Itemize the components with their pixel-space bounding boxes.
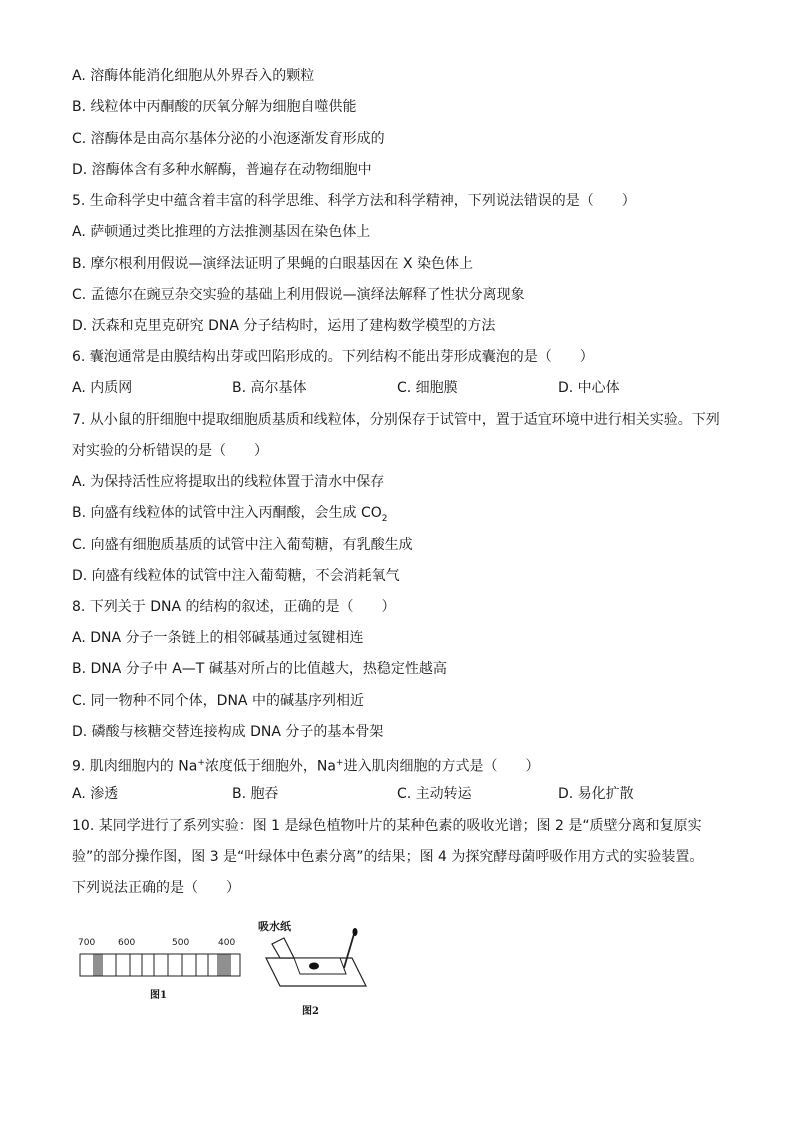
question-9-option-b: B. 胞吞 (232, 786, 279, 802)
option-a-line: A. 溶酶体能消化细胞从外界吞入的颗粒 (72, 68, 315, 84)
figure-2-caption-absorbent-paper: 吸水纸 (258, 920, 291, 933)
question-7-option-a: A. 为保持活性应将提取出的线粒体置于清水中保存 (72, 474, 385, 490)
option-d-line: D. 溶酶体含有多种水解酶，普遍存在动物细胞中 (72, 162, 372, 178)
question-9-options (72, 784, 734, 804)
question-5-option-a: A. 萨顿通过类比推理的方法推测基因在染色体上 (72, 224, 371, 240)
question-7-option-d: D. 向盛有线粒体的试管中注入葡萄糖，不会消耗氧气 (72, 568, 400, 584)
question-9-stem (72, 753, 734, 777)
question-6-stem: 6. 囊泡通常是由膜结构出芽或凹陷形成的。下列结构不能出芽形成囊泡的是（ ） (72, 349, 594, 365)
fig1-tick-600: 600 (118, 938, 136, 948)
figure-2 (258, 918, 373, 1018)
question-5-option-c: C. 孟德尔在豌豆杂交实验的基础上利用假说—演绎法解释了性状分离现象 (72, 287, 525, 303)
question-5-option-b: B. 摩尔根利用假说—演绎法证明了果蝇的白眼基因在 X 染色体上 (72, 256, 473, 272)
question-7-option-c: C. 向盛有细胞质基质的试管中注入葡萄糖，有乳酸生成 (72, 537, 413, 553)
question-9-text-a: 9. 肌肉细胞内的 Na (72, 758, 198, 775)
question-8-option-b: B. DNA 分子中 A—T 碱基对所占的比值越大，热稳定性越高 (72, 661, 447, 677)
subscript-2: 2 (381, 513, 388, 524)
option-c-line: C. 溶酶体是由高尔基体分泌的小泡逐渐发育形成的 (72, 131, 385, 147)
question-9-text-c: 进入肌肉细胞的方式是（ ） (343, 758, 540, 775)
question-6-option-c: C. 细胞膜 (397, 380, 458, 396)
figure-1 (72, 932, 242, 1002)
question-10-stem-line2: 验”的部分操作图，图 3 是“叶绿体中色素分离”的结果；图 4 为探究酵母菌呼吸作用方式的实验装置。 (72, 849, 704, 865)
question-9-option-c: C. 主动转运 (397, 786, 472, 802)
fig1-tick-700: 700 (78, 938, 96, 948)
superscript-plus-2: + (335, 758, 344, 768)
question-10-stem-line3: 下列说法正确的是（ ） (72, 880, 240, 896)
absorption-spectrum-strip (72, 952, 242, 980)
question-6-option-d: D. 中心体 (558, 380, 620, 396)
question-7-option-b-text: B. 向盛有线粒体的试管中注入丙酮酸，会生成 CO (72, 505, 382, 521)
question-8-option-c: C. 同一物种不同个体，DNA 中的碱基序列相近 (72, 693, 364, 709)
question-5-option-d: D. 沃森和克里克研究 DNA 分子结构时，运用了建构数学模型的方法 (72, 318, 496, 334)
option-b-line: B. 线粒体中丙酮酸的厌氧分解为细胞自噬供能 (72, 99, 357, 115)
question-8-stem: 8. 下列关于 DNA 的结构的叙述，正确的是（ ） (72, 599, 396, 615)
question-8-option-a: A. DNA 分子一条链上的相邻碱基通过氢键相连 (72, 630, 364, 646)
question-9-text-b: 浓度低于细胞外，Na (204, 758, 336, 775)
question-6-option-b: B. 高尔基体 (232, 380, 307, 396)
question-6-options (72, 378, 734, 398)
question-9-option-d: D. 易化扩散 (558, 786, 634, 802)
question-9-option-a: A. 渗透 (72, 786, 119, 802)
question-7-option-b (72, 503, 734, 529)
question-7-stem-line1: 7. 从小鼠的肝细胞中提取细胞质基质和线粒体，分别保存于试管中，置于适宜环境中进行相关实验。下列 (72, 412, 720, 428)
question-7-stem-line2: 对实验的分析错误的是（ ） (72, 443, 268, 459)
fig1-tick-400: 400 (218, 938, 236, 948)
figure-1-label: 图1 (150, 990, 167, 1001)
fig1-tick-500: 500 (172, 938, 190, 948)
question-8-option-d: D. 磷酸与核糖交替连接构成 DNA 分子的基本骨架 (72, 724, 384, 740)
slide-with-dropper-illustration (258, 928, 373, 998)
question-6-option-a: A. 内质网 (72, 380, 133, 396)
superscript-plus-1: + (197, 758, 205, 768)
question-5-stem: 5. 生命科学史中蕴含着丰富的科学思维、科学方法和科学精神，下列说法错误的是（ ） (72, 193, 636, 209)
figure-2-label: 图2 (302, 1006, 319, 1017)
question-10-stem-line1: 10. 某同学进行了系列实验：图 1 是绿色植物叶片的某种色素的吸收光谱；图 2 是“质壁分离和复原实 (72, 818, 702, 834)
